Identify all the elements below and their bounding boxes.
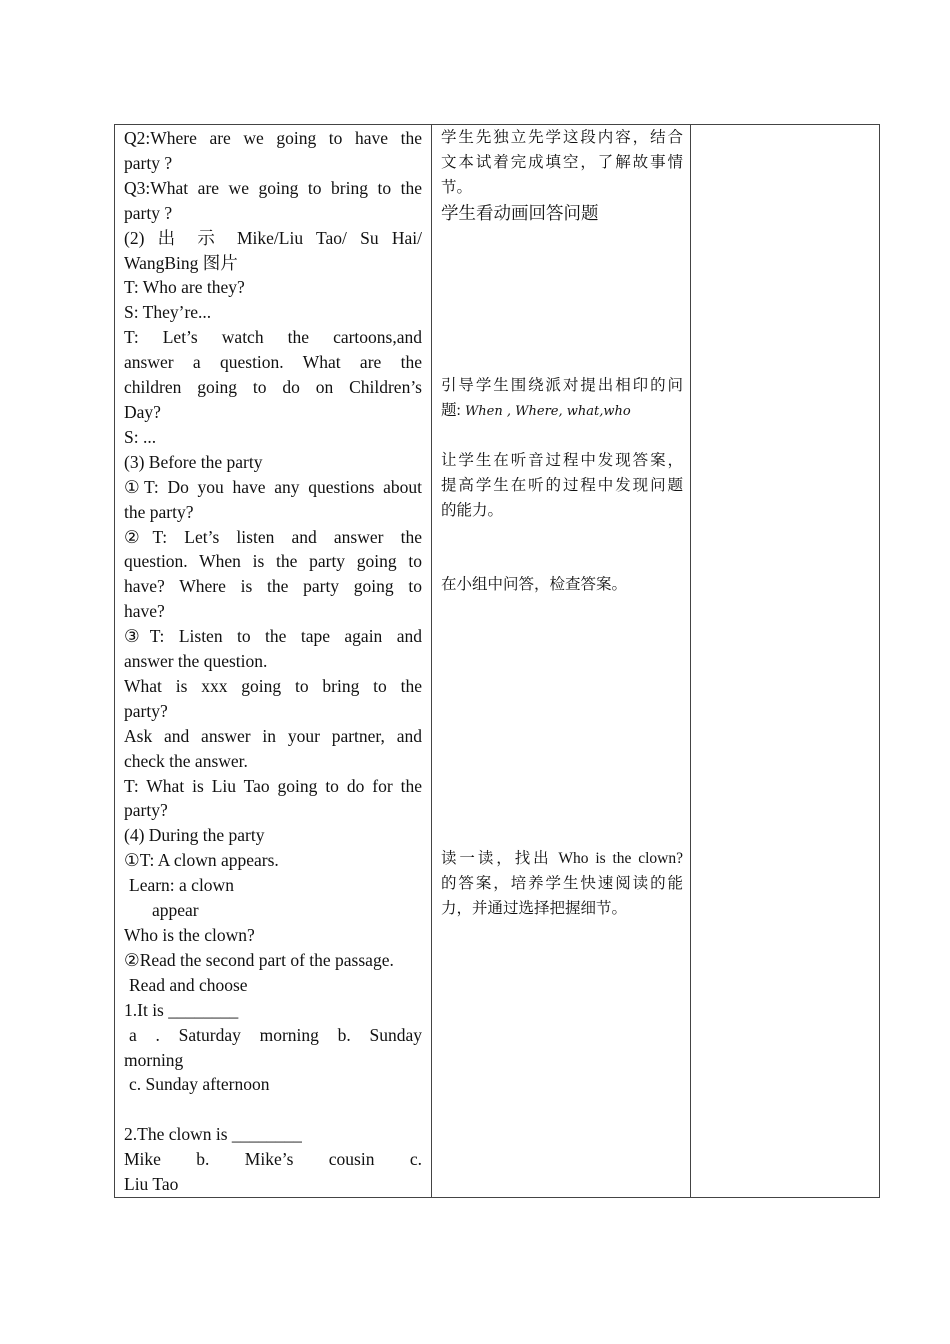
process-line: check the answer. <box>124 750 248 771</box>
process-line: ②T: Let’s listen and answer the <box>124 526 422 547</box>
process-line: Read and choose <box>129 974 248 995</box>
process-line: What is xxx going to bring to the <box>124 675 422 696</box>
process-line: Liu Tao <box>124 1174 179 1195</box>
note-line <box>441 399 683 425</box>
process-line: ①T: Do you have any questions about <box>124 476 422 497</box>
process-line: WangBing 图片 <box>124 252 238 273</box>
student-activity-cell <box>432 125 691 1198</box>
note-line: 文本试着完成填空，了解故事情 <box>441 153 683 171</box>
process-line: S: They’re... <box>124 302 212 323</box>
process-line: S: ... <box>124 426 157 447</box>
note-block-1 <box>441 126 683 226</box>
process-line: answer the question. <box>124 651 268 672</box>
note-line: 让学生在听音过程中发现答案， <box>441 452 683 469</box>
note-line: 读一读，找出 Who is the clown? <box>441 850 683 867</box>
question-words: When , Where, what,who <box>460 403 631 419</box>
table-row <box>115 125 880 1198</box>
note-line: 力，并通过选择把握细节。 <box>441 899 628 917</box>
note-line: 提高学生在听的过程中发现问题 <box>441 476 683 494</box>
lesson-table <box>114 124 880 1198</box>
note-line: 节。 <box>441 178 473 196</box>
note-block-2 <box>441 374 683 425</box>
process-line: T: What is Liu Tao going to do for the <box>124 775 422 796</box>
process-line: Q3:What are we going to bring to the <box>124 177 422 198</box>
process-line: party? <box>124 800 168 821</box>
process-line: Who is the clown? <box>124 925 255 945</box>
note-line: 学生看动画回答问题 <box>441 202 599 223</box>
process-line: party ? <box>124 152 173 173</box>
process-line: ②Read the second part of the passage. <box>124 949 394 970</box>
process-line: (3) Before the party <box>124 451 263 472</box>
process-line: Ask and answer in your partner, and <box>124 725 422 746</box>
process-line: 2.The clown is ________ <box>124 1124 302 1145</box>
process-line: children going to do on Children’s <box>124 377 422 398</box>
notes-cell <box>691 125 880 1198</box>
process-line: Day? <box>124 401 161 422</box>
process-line: a . Saturday morning b. Sunday <box>129 1024 422 1045</box>
note-line: 的能力。 <box>441 501 504 519</box>
process-line: answer a question. What are the <box>124 352 422 373</box>
process-line: ③T: Listen to the tape again and <box>124 626 422 647</box>
process-line: (4) During the party <box>124 825 265 846</box>
process-line: question. When is the party going to <box>124 551 422 572</box>
process-line: Mike b. Mike’s cousin c. <box>124 1149 422 1170</box>
process-line: 1.It is ________ <box>124 999 239 1020</box>
student-activity-text <box>432 125 690 1195</box>
process-line: T: Who are they? <box>124 277 245 298</box>
note-line: 学生先独立先学这段内容，结合 <box>441 129 683 146</box>
process-line: morning <box>124 1049 184 1070</box>
process-line: c. Sunday afternoon <box>129 1074 270 1095</box>
note-prefix: 题: <box>441 401 461 419</box>
teaching-process-cell <box>115 125 432 1198</box>
process-line: the party? <box>124 501 194 522</box>
note-line: 在小组中问答，检查答案。 <box>441 576 628 593</box>
process-line <box>124 1097 422 1122</box>
process-line: ①T: A clown appears. <box>124 850 279 871</box>
process-line: Q2:Where are we going to have the <box>124 128 422 148</box>
note-line: 引导学生围绕派对提出相印的问 <box>441 377 683 394</box>
process-line: have? <box>124 601 165 622</box>
process-line: (2) 出 示 Mike/Liu Tao/ Su Hai/ <box>124 227 422 248</box>
teaching-process-text <box>115 125 431 1197</box>
process-line: T: Let’s watch the cartoons,and <box>124 327 422 348</box>
process-line: have? Where is the party going to <box>124 576 422 597</box>
note-line: 的答案，培养学生快速阅读的能 <box>441 874 683 892</box>
process-line: appear <box>152 900 199 921</box>
note-block-3 <box>441 449 683 524</box>
process-line: Learn: a clown <box>129 875 234 896</box>
note-block-4 <box>441 573 683 598</box>
note-block-5 <box>441 847 683 922</box>
process-line: party ? <box>124 202 173 223</box>
process-line: party? <box>124 700 168 721</box>
